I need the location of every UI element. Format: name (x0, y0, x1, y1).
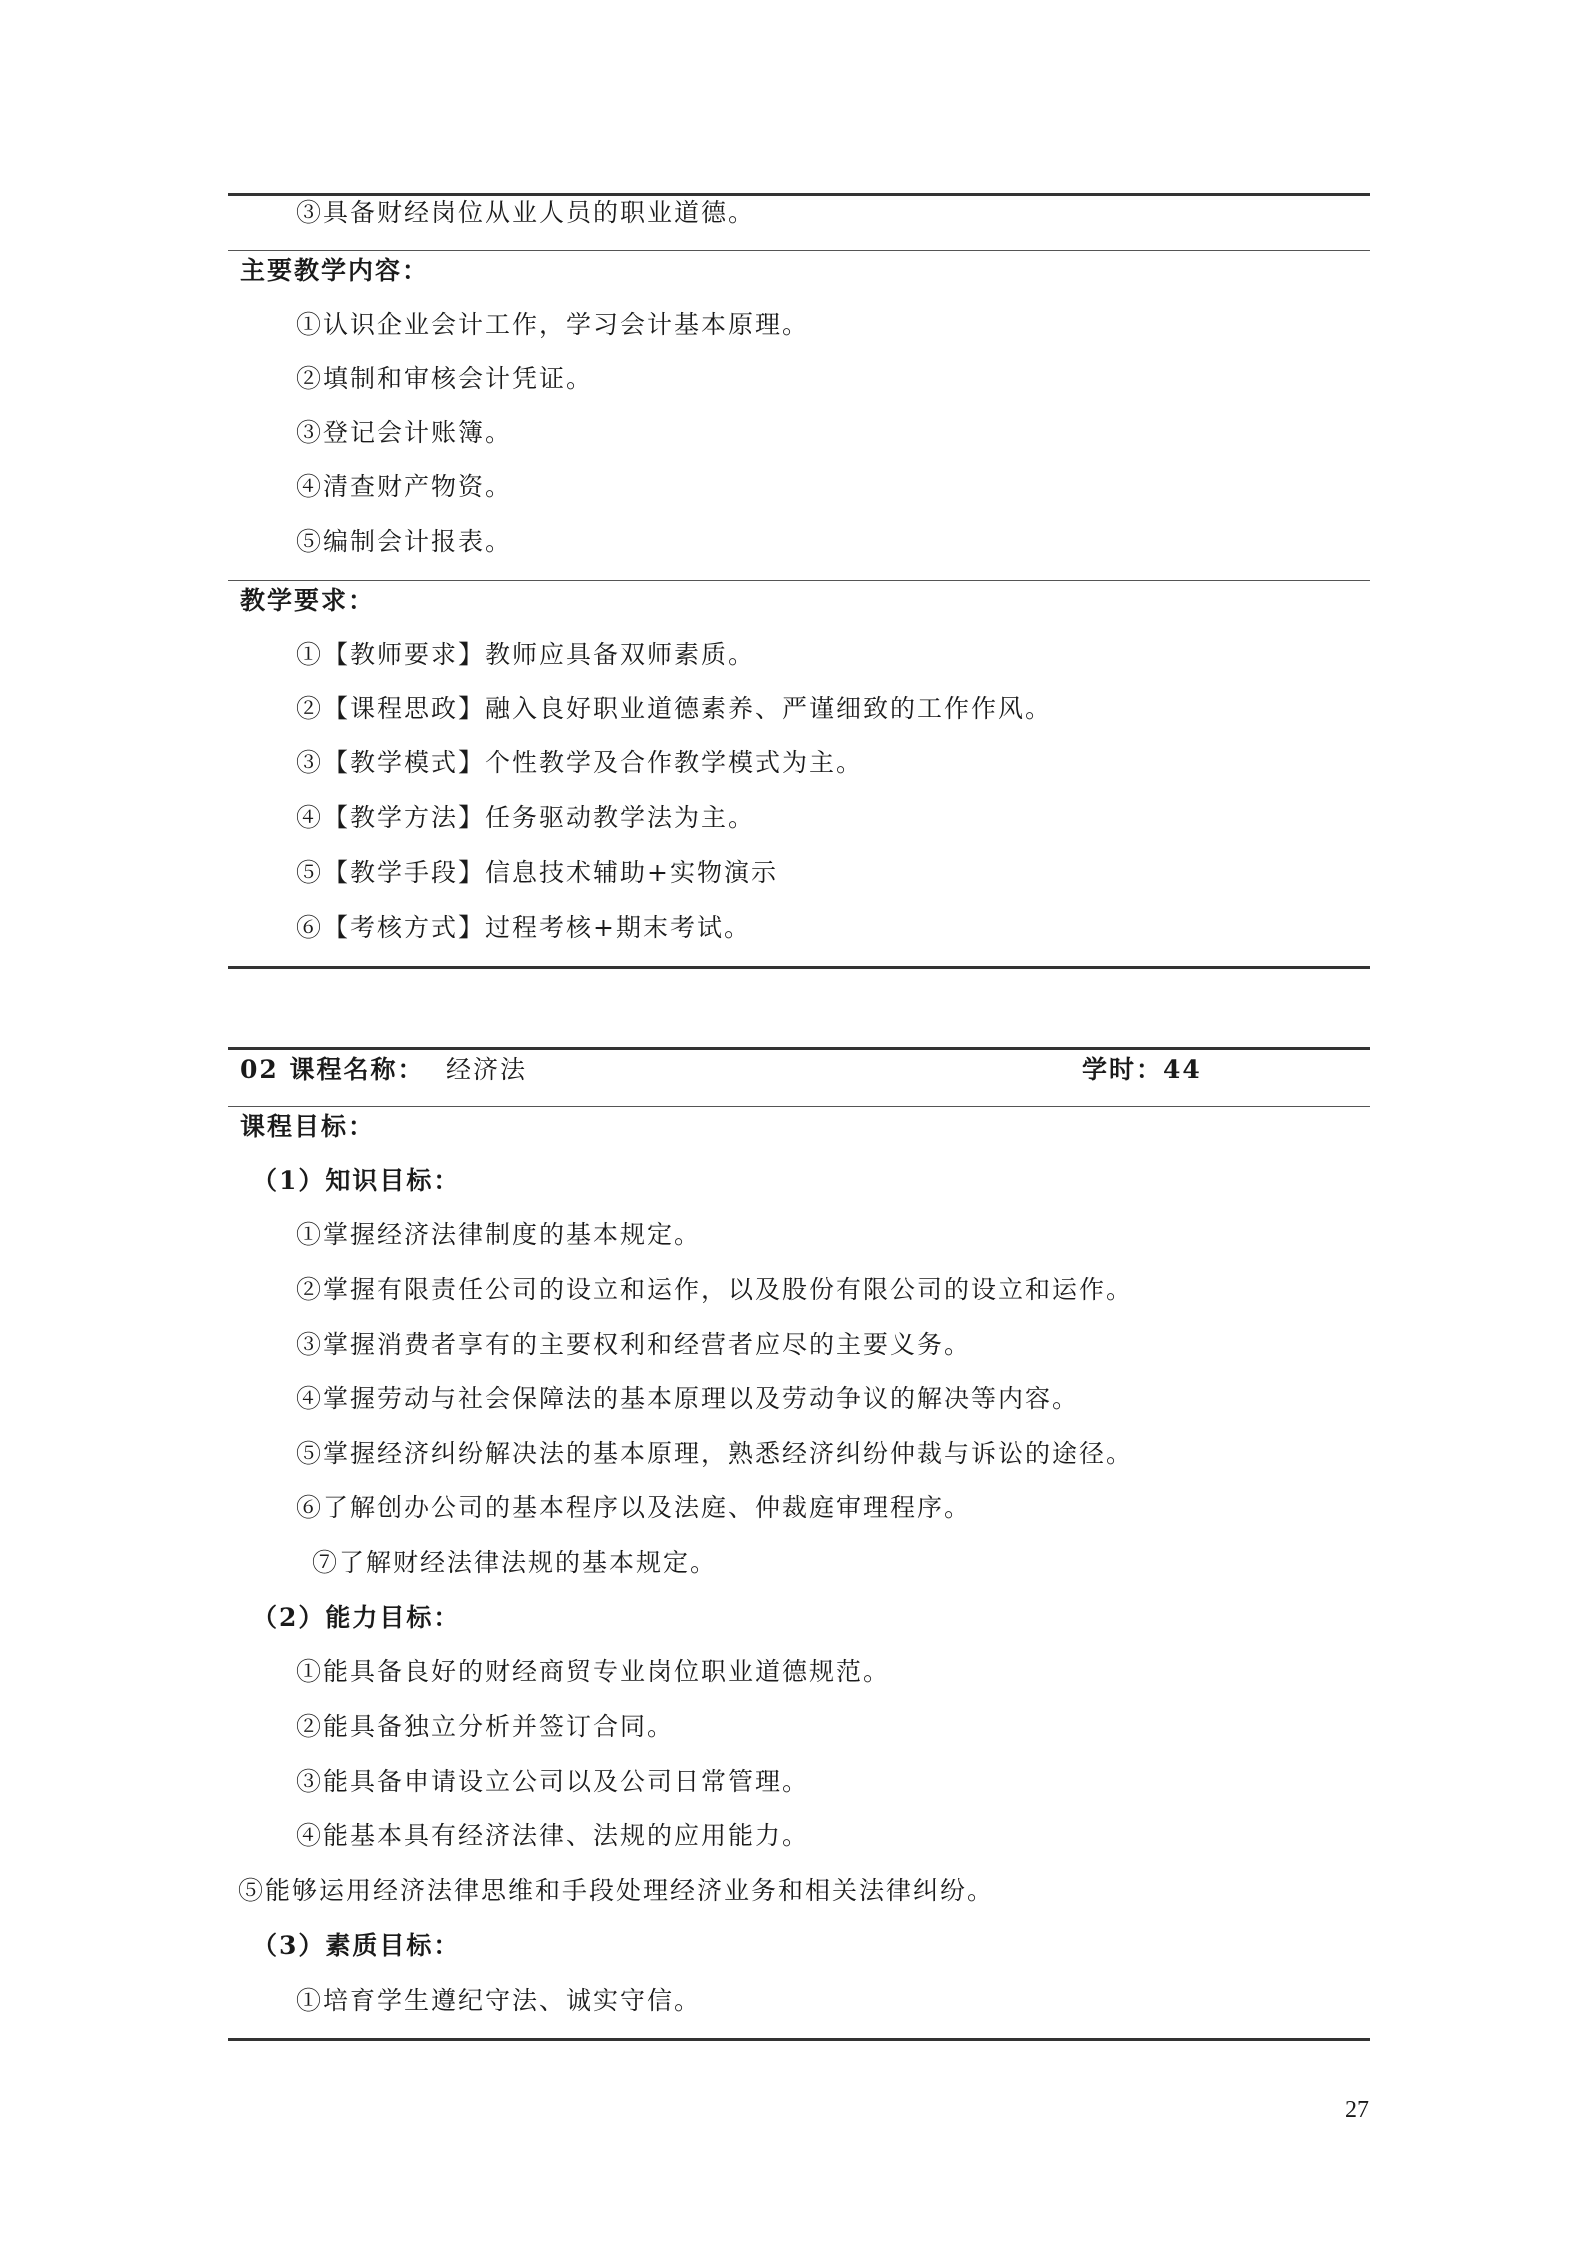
continued-item: ③具备财经岗位从业人员的职业道德。 (296, 198, 756, 227)
quality-item: ①培育学生遵纪守法、诚实守信。 (296, 1986, 702, 2015)
course-hours: 学时：44 (1082, 1055, 1202, 1084)
course-bottom-rule (228, 2038, 1370, 2041)
ability-item: ⑤能够运用经济法律思维和手段处理经济业务和相关法律纠纷。 (238, 1876, 995, 1905)
ability-item: ②能具备独立分析并签订合同。 (296, 1712, 675, 1741)
divider (228, 1106, 1370, 1107)
knowledge-item: ④掌握劳动与社会保障法的基本原理以及劳动争议的解决等内容。 (296, 1384, 1080, 1413)
content-item: ⑤编制会计报表。 (296, 527, 513, 556)
requirement-item: ⑤【教学手段】信息技术辅助+实物演示 (296, 858, 778, 887)
course-number-label: 02 课程名称： (240, 1055, 425, 1084)
requirement-item: ③【教学模式】个性教学及合作教学模式为主。 (296, 748, 864, 777)
goals-label: 课程目标： (240, 1112, 376, 1141)
page-number: 27 (1345, 2097, 1369, 2123)
content-item: ②填制和审核会计凭证。 (296, 364, 594, 393)
content-item: ③登记会计账簿。 (296, 418, 513, 447)
quality-label: （3）素质目标： (252, 1931, 461, 1960)
content-item: ④清查财产物资。 (296, 472, 513, 501)
knowledge-item: ①掌握经济法律制度的基本规定。 (296, 1220, 702, 1249)
content-label: 主要教学内容： (240, 256, 430, 285)
knowledge-item: ②掌握有限责任公司的设立和运作，以及股份有限公司的设立和运作。 (296, 1275, 1134, 1304)
ability-item: ③能具备申请设立公司以及公司日常管理。 (296, 1767, 810, 1796)
knowledge-item: ③掌握消费者享有的主要权利和经营者应尽的主要义务。 (296, 1330, 972, 1359)
course-name: 经济法 (446, 1055, 528, 1084)
divider (228, 250, 1370, 251)
knowledge-item: ⑤掌握经济纠纷解决法的基本原理，熟悉经济纠纷仲裁与诉讼的途径。 (296, 1439, 1134, 1468)
knowledge-item: ⑦了解财经法律法规的基本规定。 (312, 1548, 718, 1577)
knowledge-item: ⑥了解创办公司的基本程序以及法庭、仲裁庭审理程序。 (296, 1493, 972, 1522)
knowledge-label: （1）知识目标： (252, 1166, 461, 1195)
requirement-item: ②【课程思政】融入良好职业道德素养、严谨细致的工作作风。 (296, 694, 1053, 723)
ability-item: ④能基本具有经济法律、法规的应用能力。 (296, 1821, 810, 1850)
content-item: ①认识企业会计工作，学习会计基本原理。 (296, 310, 810, 339)
ability-item: ①能具备良好的财经商贸专业岗位职业道德规范。 (296, 1657, 891, 1686)
requirement-item: ④【教学方法】任务驱动教学法为主。 (296, 803, 756, 832)
course-top-rule (228, 1047, 1370, 1050)
requirement-item: ①【教师要求】教师应具备双师素质。 (296, 640, 756, 669)
section-bottom-rule (228, 966, 1370, 969)
divider (228, 580, 1370, 581)
ability-label: （2）能力目标： (252, 1603, 461, 1632)
requirements-label: 教学要求： (240, 586, 376, 615)
requirement-item: ⑥【考核方式】过程考核+期末考试。 (296, 913, 751, 942)
